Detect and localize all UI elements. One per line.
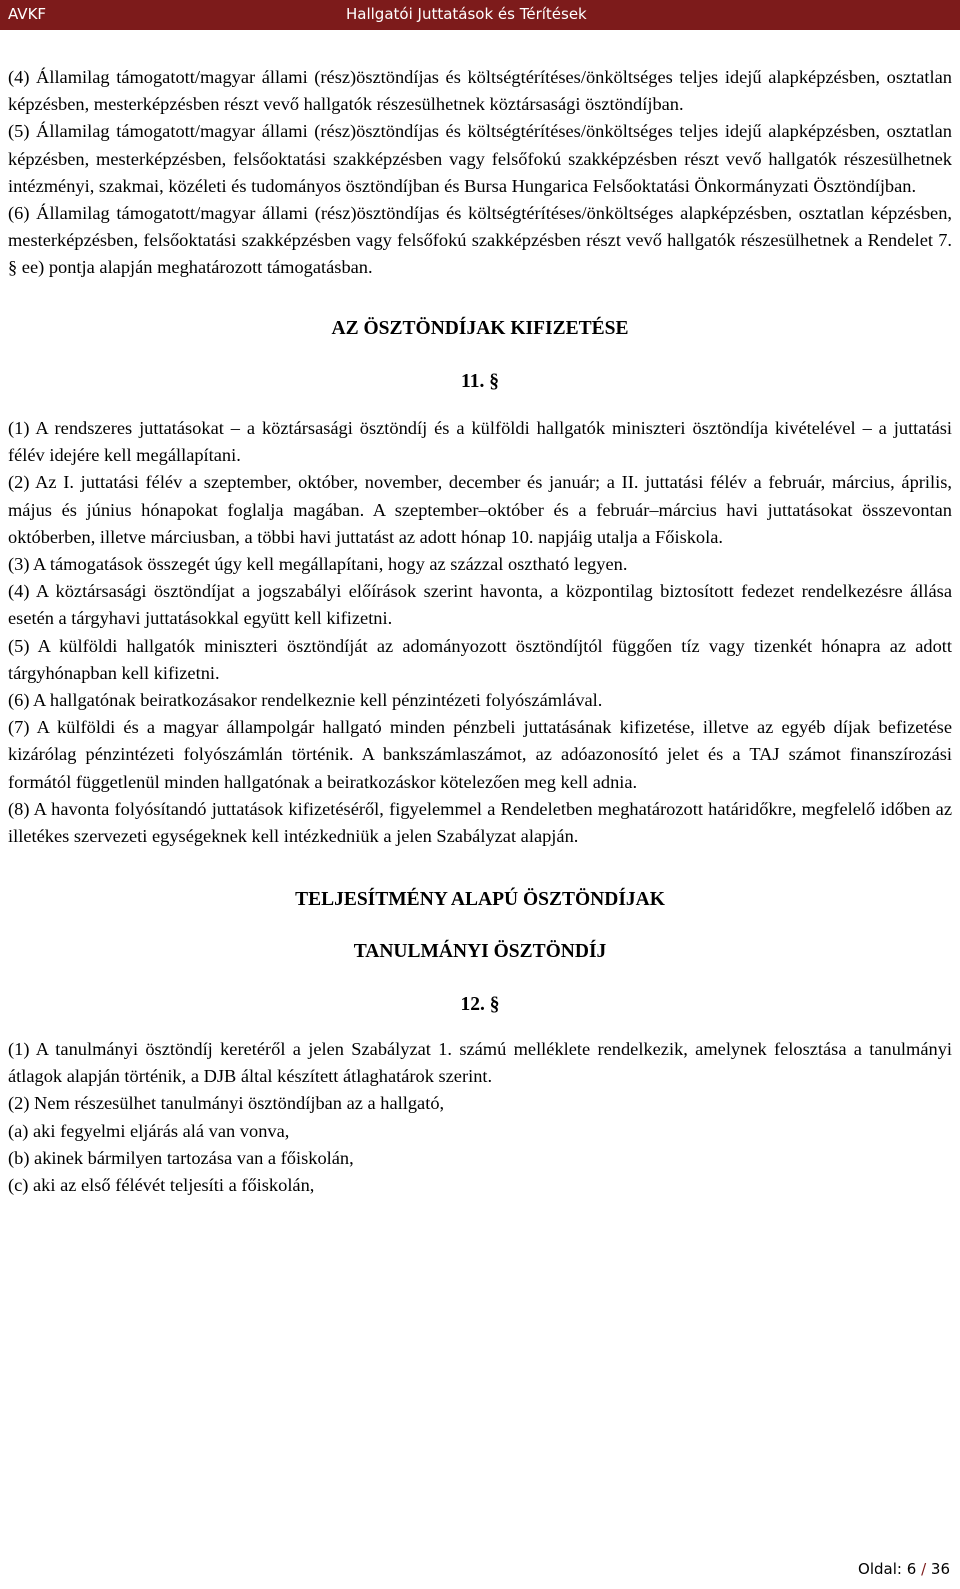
document-body — [8, 64, 952, 1199]
paragraph: (6) A hallgatónak beiratkozásakor rendelkeznie kell pénzintézeti folyószámlával. — [8, 690, 603, 711]
section-heading-tanulmanyi: TANULMÁNYI ÖSZTÖNDÍJ — [353, 941, 607, 963]
paragraph: (7) A külföldi és a magyar állampolgár hallgató minden pénzbeli juttatásának kifizetése, illetve az egyéb díjak befizetése kizárólag pénzintézeti folyószámlán történik. A bankszámlaszámot, az adóazonosító jelet és a TAJ számot finanszírozási formától függetlenül minden hallgatónak a beiratkozáskor kötelezően meg kell adnia. — [8, 717, 952, 792]
paragraph: (3) A támogatások összegét úgy kell megállapítani, hogy az százzal osztható legyen. — [8, 554, 628, 575]
paragraph: (5) A külföldi hallgatók miniszteri ösztöndíját az adományozott ösztöndíjtól függően tíz vagy tizenkét hónapra az adott tárgyhónapban kell kifizetni. — [8, 635, 952, 683]
section-heading-teljesitmeny: TELJESÍTMÉNY ALAPÚ ÖSZTÖNDÍJAK — [295, 889, 665, 911]
paragraph: (1) A tanulmányi ösztöndíj keretéről a jelen Szabályzat 1. számú melléklete rendelkezik, amelynek felosztása a tanulmányi átlagok alapján történik, a DJB által készített átlaghatárok szerint. — [8, 1038, 952, 1087]
page-total: 36 — [930, 1560, 950, 1578]
header-brand: AVKF — [8, 5, 47, 23]
paragraph: (4) Államilag támogatott/magyar állami (rész)ösztöndíjas és költségtérítéses/önköltséges teljes idejű alapképzésben, osztatlan képzésben, mesterképzésben részt vevő hallgatók részesülhetnek köztársasági ösztöndíjban. — [8, 67, 952, 115]
page-separator: / — [921, 1560, 927, 1578]
paragraph: (4) A köztársasági ösztöndíjat a jogszabályi előírások szerint havonta, a központilag biztosított fedezet rendelkezésre állása esetén a tárgyhavi juttatásokkal együtt kell kifizetni. — [8, 581, 952, 629]
list-item: (b) akinek bármilyen tartozása van a főiskolán, — [8, 1147, 354, 1168]
paragraph: (1) A rendszeres juttatásokat – a köztársasági ösztöndíj és a külföldi hallgatók miniszteri ösztöndíja kivételével – a juttatási félév idejére kell megállapítani. — [8, 418, 952, 466]
list-item: (a) aki fegyelmi eljárás alá van vonva, — [8, 1120, 290, 1141]
section-heading-kifizetes: AZ ÖSZTÖNDÍJAK KIFIZETÉSE — [331, 317, 629, 339]
page-footer — [858, 1560, 950, 1578]
list-item: (c) aki az első félévét teljesíti a főiskolán, — [8, 1174, 315, 1195]
list-item: (2) Nem részesülhet tanulmányi ösztöndíjban az a hallgató, — [8, 1093, 445, 1114]
page-current: 6 — [906, 1560, 917, 1578]
page-header — [0, 0, 960, 30]
page-label: Oldal: — [858, 1560, 902, 1578]
paragraph: (8) A havonta folyósítandó juttatások kifizetéséről, figyelemmel a Rendeletben meghatározott határidőkre, megfelelő időben az illetékes szervezeti egységeknek kell intézkedniük a jelen Szabályzat alapján. — [8, 798, 952, 847]
paragraph: (6) Államilag támogatott/magyar állami (rész)ösztöndíjas és költségtérítéses/önköltséges alapképzésben, osztatlan képzésben, mesterképzésben, felsőoktatási szakképzésben vagy felsőfokú szakképzésben részt vevő hallgatók részesülhetnek a Rendelet 7. § ee) pontja alapján meghatározott támogatásban. — [8, 203, 952, 278]
header-document-title: Hallgatói Juttatások és Térítések — [346, 5, 587, 23]
paragraph: (5) Államilag támogatott/magyar állami (rész)ösztöndíjas és költségtérítéses/önköltséges teljes idejű alapképzésben, osztatlan képzésben, mesterképzésben, felsőoktatási szakképzésben vagy felsőfokú szakképzésben részt vevő hallgatók részesülhetnek intézményi, szakmai, közéleti és tudományos ösztöndíjban és Bursa Hungarica Felsőoktatási Önkormányzati Ösztöndíjban. — [8, 121, 952, 196]
paragraph: (2) Az I. juttatási félév a szeptember, október, november, december és január; a II. juttatási félév a február, március, április, május és június hónapokat foglalja magában. A szeptember–október és a február–március havi juttatásokat összevontan októberben, illetve márciusban, a többi havi juttatást az adott hónap 10. napjáig utalja a Főiskola. — [8, 472, 952, 547]
section-number-11: 11. § — [461, 370, 499, 392]
section-number-12: 12. § — [460, 993, 500, 1015]
